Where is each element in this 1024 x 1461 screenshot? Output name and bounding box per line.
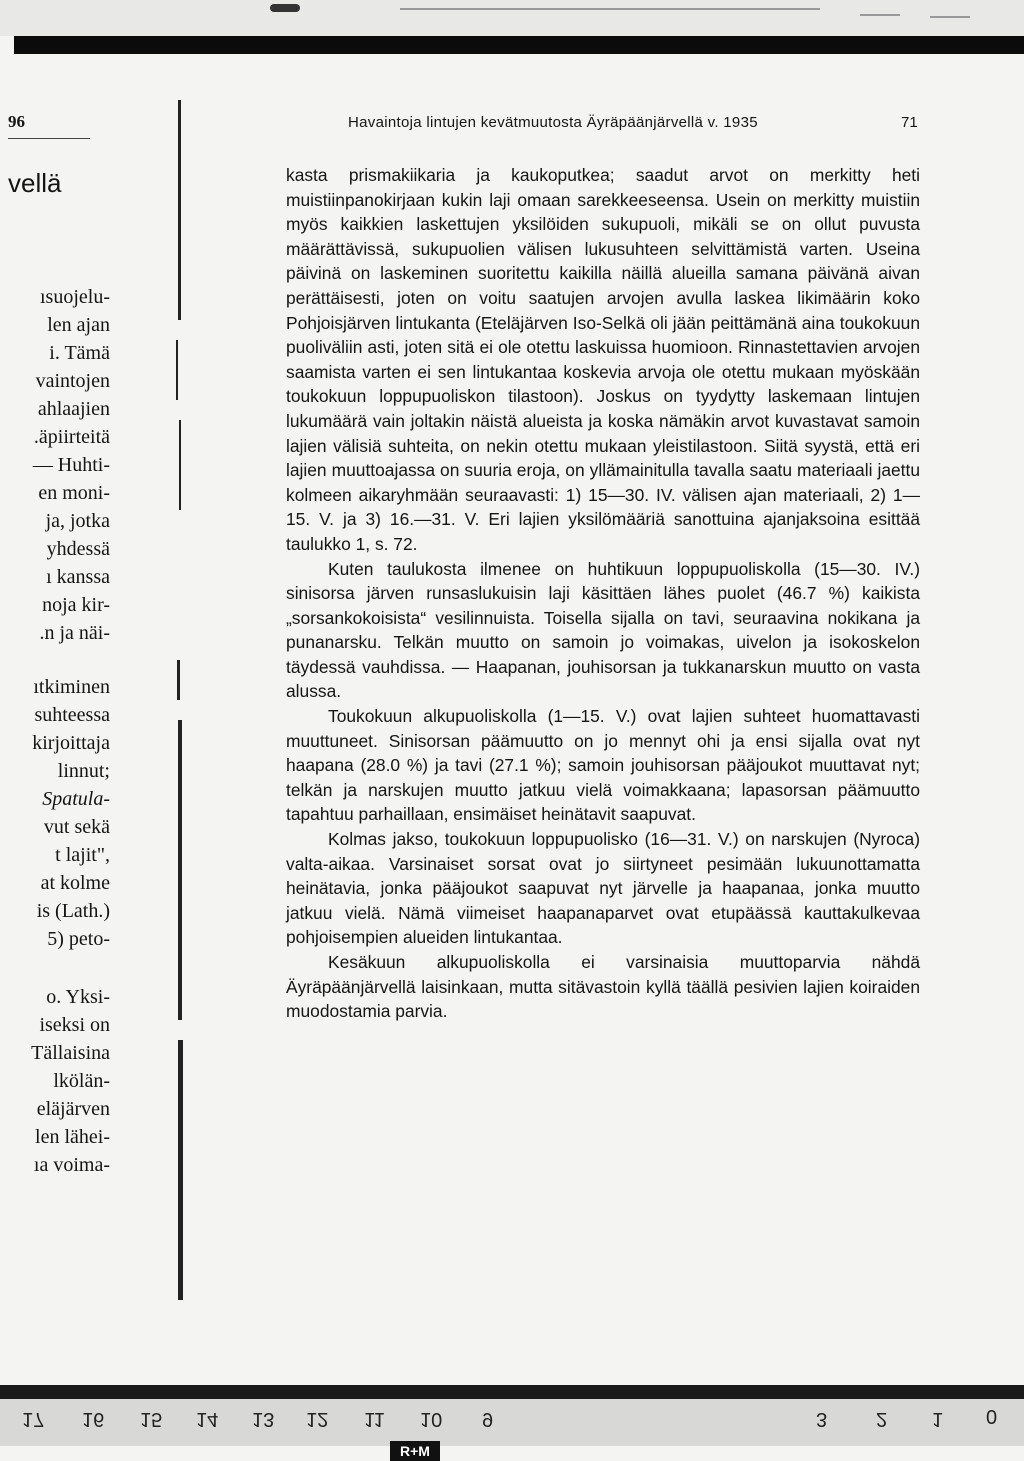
ruler-number: 3	[816, 1408, 828, 1430]
ruler-number: 11	[364, 1408, 385, 1430]
left-line: yhdessä	[46, 538, 110, 560]
gutter-mark	[178, 1040, 183, 1300]
left-line: o. Yksi-	[46, 986, 110, 1008]
running-head: Havaintoja lintujen kevätmuutosta Äyräpäänjärvellä v. 1935	[348, 114, 758, 131]
scan-top-band	[0, 0, 1024, 36]
ruler-number: 0	[986, 1407, 998, 1429]
left-line: en moni-	[38, 482, 110, 504]
paragraph: kasta prismakiikaria ja kaukoputkea; saadut arvot on merkitty heti muistiinpanokirjaan kukin laji omaan sarekkeeseensa. Usein on merkitty muistiin myös kaikkien laskettujen yksilöiden sukupuoli, mikäli se on ollut puvusta määrättävissä, sukupuolien välisen lukusuhteen selvittämistä varten. Useina päivinä on laskeminen suoritettu kaikilla näillä alueilla samana päivänä aivan perättäisesti, joten on voitu saatujen arvojen avulla laskea likimäärin koko Pohjoisjärven lintukanta (Eteläjärven Iso-Selkä oli jään peittämänä aina toukokuun puoliväliin asti, joten sitä ei ole otettu laskuissa huomioon. Rinnastettavien arvojen saamista varten ei sen lintukantaa koskevia arvoja ole otettu mukaan myöskään toukokuun loppupuoliskon tilastoon). Joskus on tyydytty laskemaan lintujen lukumäärä vain joltakin näistä alueista ja koska nämäkin arvot kuvastavat samoin lajien välisiä suhteita, on nekin otettu mukaan yleistilastoon. Siitä syystä, että eri lajien muuttoajassa on suuria eroja, on yllämainitulla tavalla saatu materiaali jaettu kolmeen aikaryhmään seuraavasti: 1) 15—30. IV. välisen ajan materiaali, 2) 1—15. V. ja 3) 16.—31. V. Eri lajien yksilömääriä sanottuina ajanjaksoina esittää taulukko 1, s. 72.	[286, 165, 920, 554]
scan-bottom-band	[0, 1385, 1024, 1399]
paragraph: Kolmas jakso, toukokuun loppupuolisko (16—31. V.) on narskujen (Nyroca) valta-aikaa. Varsinaiset sorsat ovat jo siirtyneet pesimään lukuunottamatta heinätavia, jonka pääjoukot saapuvat nyt järvelle ja haapanaa, jonka muutto jatkuu vielä. Nämä viimeiset haapanaparvet ovat etupäässä kauttakulkevaa pohjoisempien alueiden lintukantaa.	[286, 829, 920, 948]
left-line: suhteessa	[34, 704, 110, 726]
ruler-number: 1	[932, 1408, 944, 1430]
left-line: .n ja näi-	[39, 622, 110, 644]
ruler-number: 14	[196, 1408, 219, 1430]
paragraph: Kesäkuun alkupuoliskolla ei varsinaisia muuttoparvia nähdä Äyräpäänjärvellä laisinkaan, mutta sitävastoin kyllä täällä pesivien lajien koiraiden muodostamia parvia.	[286, 952, 920, 1022]
left-line: ı kanssa	[46, 566, 110, 588]
left-line: ahlaajien	[37, 398, 110, 420]
left-line: lkölän-	[53, 1070, 110, 1092]
book-gutter	[170, 80, 210, 1330]
ruler-number: 9	[482, 1408, 494, 1430]
paragraph: Kuten taulukosta ilmenee on huhtikuun loppupuoliskolla (15—30. IV.) sinisorsa järven runsaslukuisin laji käsittäen lähes puolet (46.7 %) kaikista „sorsankokoisista“ vesilinnuista. Toisella sijalla on tavi, seuraavina nokikana ja punanarsku. Telkän muutto on samoin jo voimakas, uivelon ja isokoskelon täydessä vauhdissa. — Haapanan, jouhisorsan ja tukkanarskun muutto on vasta alussa.	[286, 558, 920, 702]
scan-streak	[400, 8, 820, 10]
gutter-mark	[178, 100, 181, 320]
ruler-number: 16	[82, 1408, 105, 1430]
left-line: 5) peto-	[47, 928, 110, 950]
left-line: .äpiirteitä	[33, 426, 110, 448]
left-line: ıa voima-	[33, 1154, 110, 1176]
left-line: linnut;	[57, 760, 110, 782]
left-line: noja kir-	[42, 594, 110, 616]
gutter-mark	[177, 660, 180, 700]
left-line: len ajan	[47, 314, 110, 336]
ruler-number: 10	[420, 1408, 443, 1430]
page-number: 71	[901, 114, 918, 131]
left-line: is (Lath.)	[36, 900, 110, 922]
gutter-mark	[179, 420, 181, 510]
left-text-block-1	[0, 283, 110, 647]
ruler-number: 12	[306, 1408, 329, 1430]
left-line: ıtkiminen	[33, 676, 110, 698]
left-line: vut sekä	[43, 816, 110, 838]
gutter-mark	[176, 340, 178, 400]
scan-top-rule	[14, 36, 1024, 54]
scan-smudge	[270, 4, 300, 12]
ruler-logo: R+M	[390, 1441, 440, 1461]
left-page-number: 96	[8, 112, 25, 131]
body-text	[286, 163, 920, 1024]
left-line: vaintojen	[35, 370, 110, 392]
scan-streak	[930, 16, 970, 18]
ruler-number: 2	[876, 1408, 888, 1430]
paragraph: Toukokuun alkupuoliskolla (1—15. V.) ovat lajien suhteet huomattavasti muuttuneet. Sinisorsan päämuutto on jo mennyt ohi ja ensi sijalla ovat nyt haapana (28.0 %) ja tavi (27.1 %); samoin jouhisorsan pääjoukot muuttavat nyt; telkän ja narskujen muutto jatkuu vielä voimakkaana; lapasorsan päämuutto tapahtuu parhaillaan, ensimäiset heinätavit saapuvat.	[286, 706, 920, 825]
left-line: Tällaisina	[31, 1042, 110, 1064]
left-line: t lajit",	[55, 844, 110, 866]
gutter-mark	[178, 720, 182, 1020]
ruler-number: 13	[252, 1408, 275, 1430]
left-line: — Huhti-	[32, 454, 110, 476]
left-line: iseksi on	[39, 1014, 110, 1036]
ruler-number: 17	[22, 1408, 45, 1430]
left-page-rule	[8, 138, 90, 139]
left-line: len lähei-	[35, 1126, 110, 1148]
ruler-number: 15	[140, 1408, 163, 1430]
left-page-fragment	[0, 60, 170, 1380]
left-text-block-3	[0, 983, 110, 1179]
left-line: eläjärven	[36, 1098, 110, 1120]
left-line: i. Tämä	[49, 342, 110, 364]
scan-streak	[860, 14, 900, 16]
left-line: ısuojelu-	[40, 286, 110, 308]
left-line: Spatula-	[42, 788, 110, 810]
left-line: kirjoittaja	[32, 732, 110, 754]
scan-bottom-ruler	[0, 1385, 1024, 1459]
left-line: at kolme	[40, 872, 110, 894]
left-line: ja, jotka	[45, 510, 110, 532]
left-page-heading: vellä	[8, 168, 62, 198]
left-text-block-2	[0, 673, 110, 953]
